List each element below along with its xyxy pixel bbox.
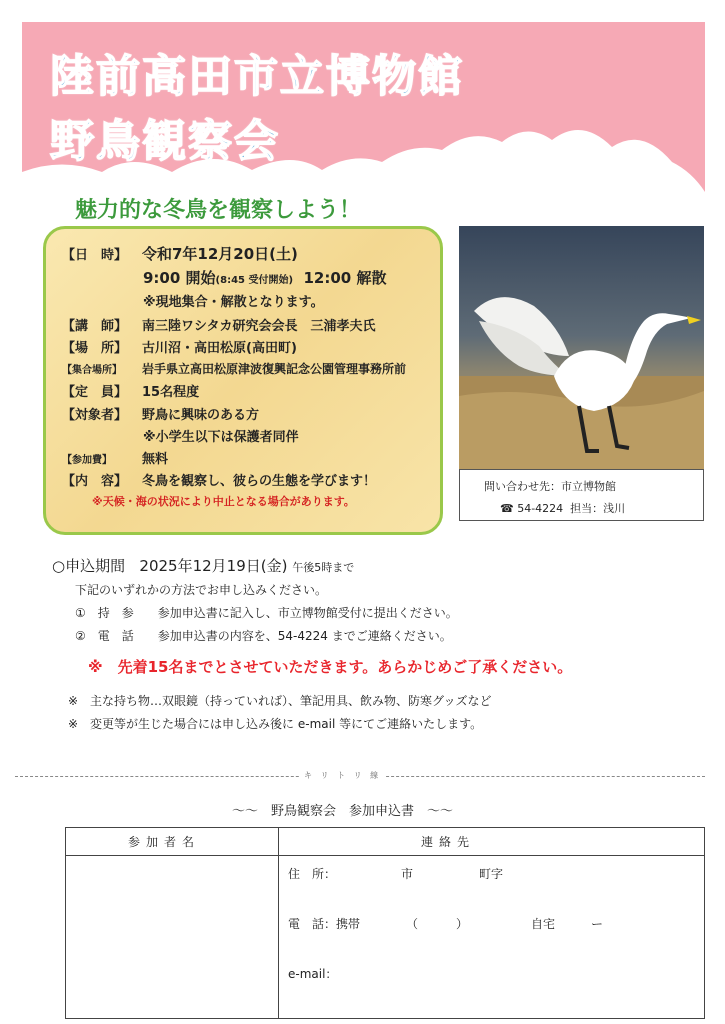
lecturer-row <box>62 315 375 334</box>
contact-title: 問い合わせ先：市立博物館 <box>484 480 616 493</box>
time-reception: (8:45 受付開始) <box>215 275 294 286</box>
lecturer-value: 南三陸ワシタカ研究会会長 三浦孝夫氏 <box>142 319 376 334</box>
address-town: 町字 <box>479 867 504 881</box>
email-label: e-mail： <box>288 967 338 981</box>
application-intro: 下記のいずれかの方法でお申し込みください。 <box>75 583 328 597</box>
col-participant-name: 参加者名 <box>128 835 201 849</box>
capacity-label: 【定 員】 <box>62 385 128 400</box>
application-period <box>52 555 354 576</box>
content-value: 冬鳥を観察し、彼らの生態を学びます！ <box>142 474 377 489</box>
meeting-label: 【集合場所】 <box>62 365 122 376</box>
date-value: 令和7年12月20日(土) <box>142 245 298 263</box>
items-note: ※ 主な持ち物…双眼鏡（持っていれば）、筆記用具、飲み物、防寒グッズなど <box>68 694 492 708</box>
period-time: 午後5時まで <box>292 561 355 574</box>
meeting-row <box>62 360 406 377</box>
home-phone-label: 自宅 <box>531 917 556 931</box>
target-label: 【対象者】 <box>62 408 128 423</box>
home-phone-dash: ー <box>591 917 604 931</box>
place-value: 古川沼・高田松原(高田町) <box>142 341 297 356</box>
swan-photo <box>459 226 704 469</box>
contact-person: 担当：浅川 <box>570 502 626 515</box>
time-end: 12:00 解散 <box>303 269 387 287</box>
fee-value: 無料 <box>142 452 169 467</box>
event-info-box <box>43 226 443 535</box>
meeting-value: 岩手県立高田松原津波復興記念公園管理事務所前 <box>142 362 407 376</box>
fee-row <box>62 448 168 467</box>
content-row <box>62 470 376 489</box>
content-label: 【内 容】 <box>62 474 128 489</box>
form-header-row <box>66 828 704 856</box>
target-value: 野鳥に興味のある方 <box>142 408 260 423</box>
weather-note: ※天候・海の状況により中止となる場合があります。 <box>92 495 355 508</box>
first-come-notice: ※ 先着15名までとさせていただきます。あらかじめご了承ください。 <box>88 658 573 676</box>
contact-line <box>500 500 625 516</box>
page-title-line1: 陸前高田市立博物館 <box>50 51 464 102</box>
changes-note: ※ 変更等が生じた場合には申し込み後に e-mail 等にてご連絡いたします。 <box>68 717 483 731</box>
contact-phone: 54-4224 <box>517 502 564 515</box>
place-label: 【場 所】 <box>62 341 128 356</box>
page-title-line2: 野鳥観察会 <box>50 116 280 167</box>
target-note: ※小学生以下は保護者同伴 <box>143 430 299 445</box>
lecturer-label: 【講 師】 <box>62 319 128 334</box>
form-column-divider <box>278 828 279 1018</box>
period-date: 2025年12月19日(金) <box>139 557 288 575</box>
date-row <box>62 243 298 264</box>
phone-paren-open: （ <box>406 917 419 931</box>
capacity-row <box>62 381 199 400</box>
col-contact: 連絡先 <box>421 835 476 849</box>
application-method2: ② 電 話 参加申込書の内容を、54-4224 までご連絡ください。 <box>75 629 452 643</box>
date-label: 【日 時】 <box>62 248 128 263</box>
address-label: 住 所： <box>288 867 337 881</box>
time-row <box>143 267 386 288</box>
time-note: ※現地集合・解散となります。 <box>143 295 324 310</box>
phone-icon: ☎ <box>500 502 514 515</box>
target-row <box>62 404 259 423</box>
application-method1: ① 持 参 参加申込書に記入し、市立博物館受付に提出ください。 <box>75 606 458 620</box>
phone-paren-close: ） <box>456 917 469 931</box>
fee-label: 【参加費】 <box>62 455 112 466</box>
contact-box <box>459 469 704 521</box>
form-title: ～～ 野鳥観察会 参加申込書 ～～ <box>232 804 454 819</box>
application-form-table <box>65 827 705 1019</box>
phone-label: 電 話：携帯 <box>288 917 361 931</box>
capacity-value: 15名程度 <box>142 385 200 400</box>
period-label: ○申込期間 <box>52 557 126 575</box>
cut-line-label: キ リ ト リ 線 <box>300 770 385 781</box>
time-start: 9:00 開始 <box>143 269 216 287</box>
place-row <box>62 337 297 356</box>
subtitle: 魅力的な冬鳥を観察しよう！ <box>75 198 362 223</box>
address-city: 市 <box>401 867 414 881</box>
